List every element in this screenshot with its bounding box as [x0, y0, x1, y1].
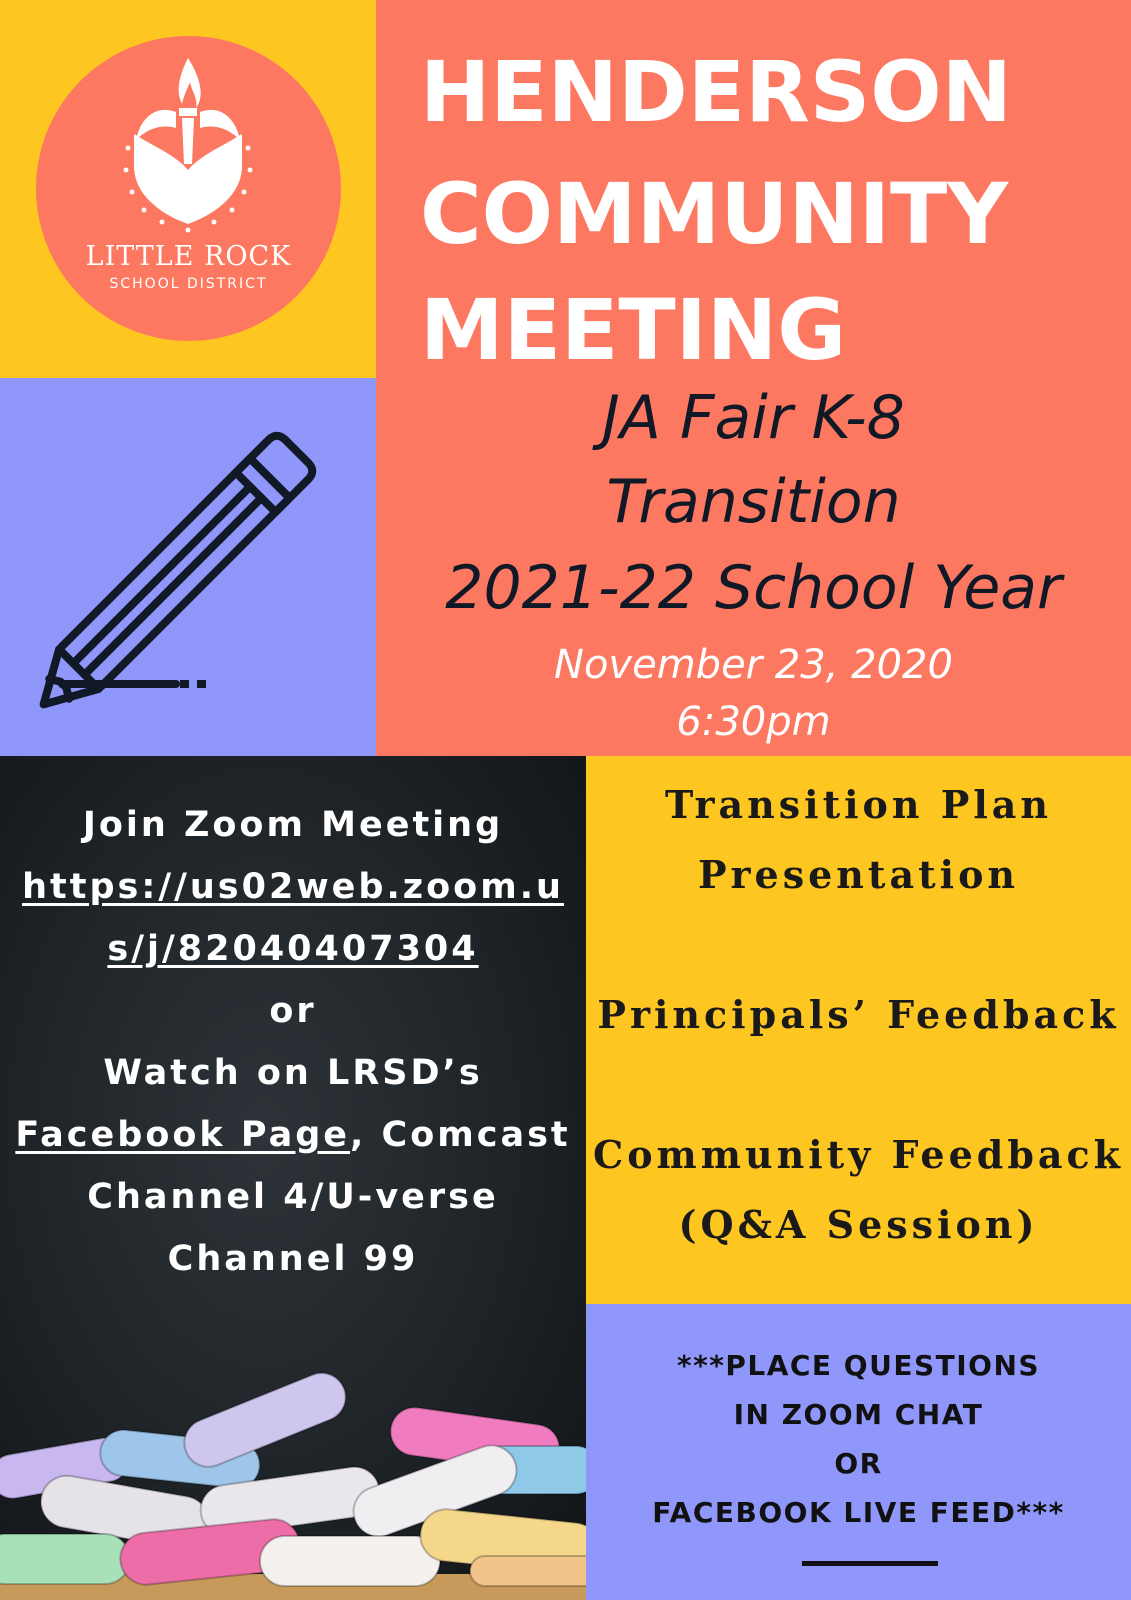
note-line-3: OR — [834, 1447, 883, 1480]
meeting-time: 6:30pm — [676, 699, 831, 745]
note-line-4: FACEBOOK LIVE FEED*** — [652, 1496, 1065, 1529]
meeting-date: November 23, 2020 — [554, 642, 953, 688]
agenda-item-1-line-1: Transition Plan — [664, 782, 1053, 827]
facebook-page-link[interactable]: Facebook Page — [15, 1115, 351, 1155]
facebook-line — [0, 1115, 586, 1155]
channel-line-2: Channel 99 — [167, 1239, 419, 1279]
zoom-heading: Join Zoom Meeting — [82, 805, 504, 845]
logo-subname: SCHOOL DISTRICT — [109, 276, 268, 292]
subtitle-line-2: Transition — [606, 467, 901, 537]
or-text: or — [269, 991, 317, 1031]
logo-name: LITTLE ROCK — [85, 241, 292, 272]
note-line-1: ***PLACE QUESTIONS — [676, 1349, 1041, 1382]
divider — [802, 1561, 938, 1566]
note-line-2: IN ZOOM CHAT — [733, 1398, 984, 1431]
comcast-text: , Comcast — [350, 1115, 571, 1155]
watch-text: Watch on LRSD’s — [103, 1053, 483, 1093]
zoom-link-line-1[interactable]: https://us02web.zoom.u — [22, 867, 564, 907]
pencil-panel — [0, 378, 376, 756]
subtitle-line-3: 2021-22 School Year — [445, 553, 1062, 623]
zoom-link-line-2[interactable]: s/j/82040407304 — [107, 929, 479, 969]
title-line-3: MEETING — [420, 281, 847, 379]
channel-line-1: Channel 4/U-verse — [87, 1177, 499, 1217]
torch-shield-icon — [36, 36, 341, 341]
title-line-2: COMMUNITY — [420, 165, 1009, 263]
district-logo — [36, 36, 341, 341]
agenda-item-3-line-2: (Q&A Session) — [678, 1202, 1039, 1247]
title-line-1: HENDERSON — [420, 43, 1012, 141]
subtitle-line-1: JA Fair K-8 — [602, 383, 905, 453]
agenda-item-2: Principals’ Feedback — [597, 992, 1120, 1037]
pencil-icon — [0, 378, 376, 756]
agenda-item-3-line-1: Community Feedback — [592, 1132, 1125, 1177]
agenda-item-1-line-2: Presentation — [697, 852, 1020, 897]
logo-panel — [0, 0, 376, 378]
